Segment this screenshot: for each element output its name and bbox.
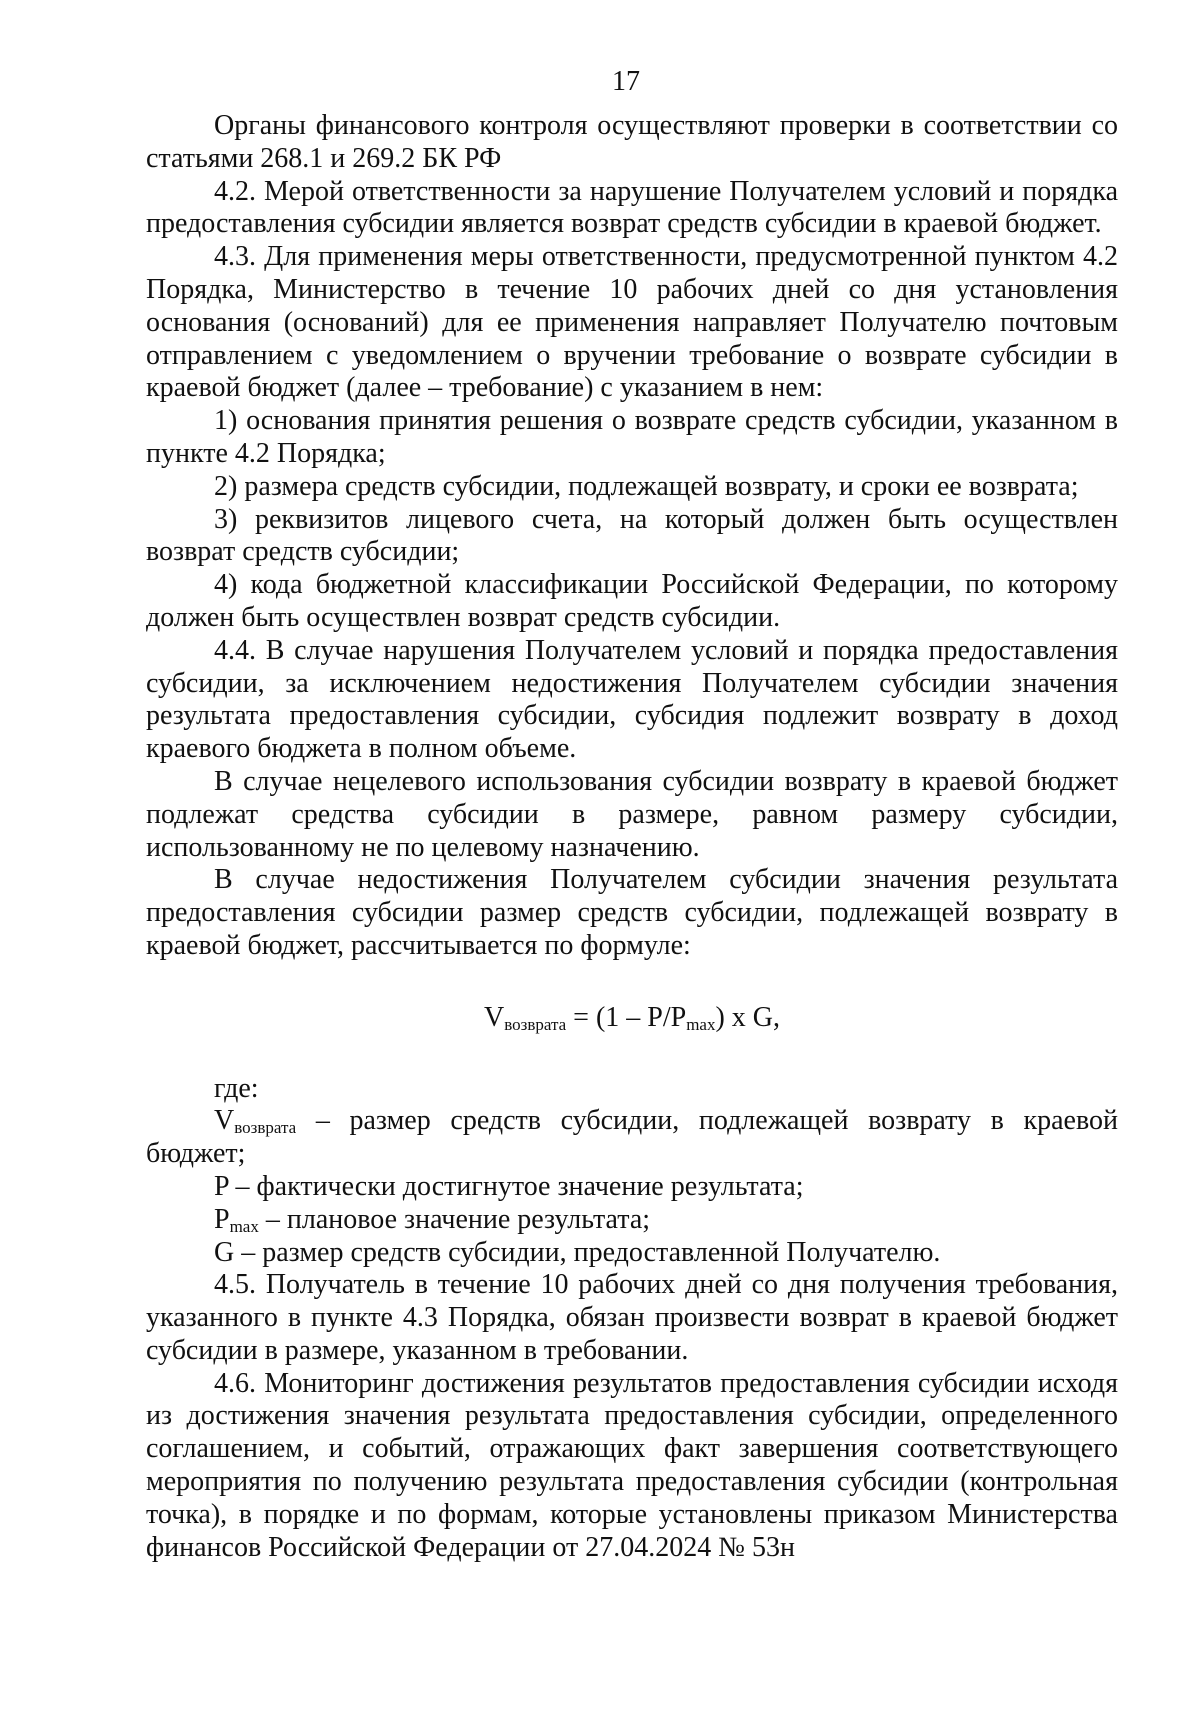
definition-p: P – фактически достигнутое значение результата; — [214, 1170, 804, 1202]
formula-v: V — [483, 1001, 505, 1033]
paragraph-4-5: 4.5. Получатель в течение 10 рабочих дней со дня получения требования, указанного в пункте 4.3 Порядка, обязан произвести возврат в краевой бюджет субсидии в размере, указанном в требовании. — [146, 1269, 1118, 1366]
formula-middle: = (1 – P/P — [566, 1001, 687, 1033]
definition-pmax-symbol: P — [214, 1203, 230, 1235]
formula — [146, 1002, 1118, 1035]
definition-v-symbol: V — [214, 1105, 235, 1137]
definition-v-text: – размер средств субсидии, подлежащей возврату в краевой бюджет; — [146, 1105, 1118, 1170]
paragraph-misuse: В случае нецелевого использования субсидии возврату в краевой бюджет подлежат средства субсидии в размере, равном размеру субсидии, использованному не по целевому назначению. — [146, 765, 1118, 863]
formula-end: ) x G, — [715, 1001, 781, 1033]
page-number: 17 — [612, 66, 640, 97]
paragraph-4-2: 4.2. Мерой ответственности за нарушение Получателем условий и порядка предоставления субсидии является возврат средств субсидии в краевой бюджет. — [146, 175, 1118, 240]
where-label: где: — [214, 1072, 259, 1104]
paragraph-4-4: 4.4. В случае нарушения Получателем условий и порядка предоставления субсидии, за исключением недостижения Получателем субсидии значения результата предоставления субсидии, субсидия подлежит возврату в доход краевого бюджета в полном объеме. — [146, 634, 1118, 765]
definition-pmax — [146, 1204, 1118, 1237]
formula-max-subscript: max — [686, 1014, 716, 1034]
paragraph-control-bodies: Органы финансового контроля осуществляют проверки в соответствии со статьями 268.1 и 269.2 БК РФ — [146, 110, 1118, 174]
paragraph-4-3: 4.3. Для применения меры ответственности, предусмотренной пунктом 4.2 Порядка, Министерство в течение 10 рабочих дней со дня установления основания (оснований) для ее применения направляет Получателю почтовым отправлением с уведомлением о вручении требование о возврате субсидии в краевой бюджет (далее – требование) с указанием в нем: — [146, 241, 1118, 404]
list-item-3: 3) реквизитов лицевого счета, на который должен быть осуществлен возврат средств субсидии; — [146, 503, 1118, 568]
definition-v-subscript: возврата — [234, 1118, 297, 1138]
document-body — [146, 110, 1118, 1564]
list-item-4: 4) кода бюджетной классификации Российской Федерации, по которому должен быть осуществлен возврат средств субсидии. — [146, 569, 1118, 633]
definition-pmax-subscript: max — [229, 1216, 259, 1236]
definition-v — [146, 1105, 1118, 1171]
formula-v-subscript: возврата — [504, 1014, 567, 1034]
definition-g: G – размер средств субсидии, предоставленной Получателю. — [214, 1236, 941, 1268]
list-item-1: 1) основания принятия решения о возврате средств субсидии, указанном в пункте 4.2 Порядка; — [146, 405, 1118, 469]
definition-pmax-text: – плановое значение результата; — [258, 1203, 651, 1235]
list-item-2: 2) размера средств субсидии, подлежащей возврату, и сроки ее возврата; — [214, 470, 1079, 502]
paragraph-formula-intro: В случае недостижения Получателем субсидии значения результата предоставления субсидии размер средств субсидии, подлежащей возврату в краевой бюджет, рассчитывается по формуле: — [146, 864, 1118, 961]
paragraph-4-6: 4.6. Мониторинг достижения результатов предоставления субсидии исходя из достижения значения результата предоставления субсидии, определенного соглашением, и событий, отражающих факт завершения соответствующего мероприятия по получению результата предоставления субсидии (контрольная точка), в порядке и по формам, которые установлены приказом Министерства финансов Российской Федерации от 27.04.2024 № 53н — [146, 1367, 1118, 1563]
